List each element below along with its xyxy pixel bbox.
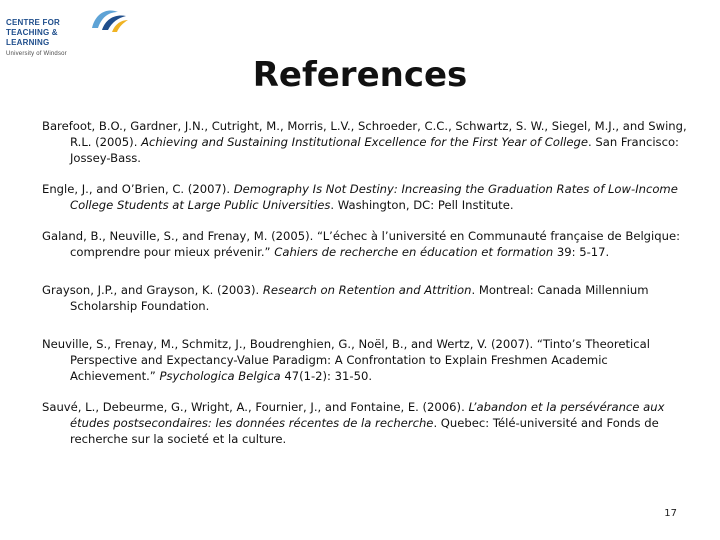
logo-text	[6, 18, 90, 58]
reference-item: Barefoot, B.O., Gardner, J.N., Cutright, M., Morris, L.V., Schroeder, C.C., Schwartz, S. W., Siegel, M.J., and Swing, R.L. (2005). Achieving and Sustaining Institutional Excellence for the First Year of College. San Francisco: Jossey-Bass.	[42, 119, 687, 165]
page-number: 17	[664, 508, 677, 519]
swoosh-logo-icon	[88, 6, 130, 36]
reference-item: Grayson, J.P., and Grayson, K. (2003). Research on Retention and Attrition. Montreal: Canada Millennium Scholarship Foundation.	[42, 283, 649, 313]
reference-item: Sauvé, L., Debeurme, G., Wright, A., Fournier, J., and Fontaine, E. (2006). L’abandon et la persévérance aux études postsecondaires: les données récentes de la recherche. Quebec: Télé-université and Fonds de recherche sur la societé et la culture.	[42, 400, 665, 446]
logo-line-1: CENTRE FOR	[6, 18, 60, 27]
centre-logo	[6, 6, 134, 56]
reference-item: Galand, B., Neuville, S., and Frenay, M. (2005). “L’échec à l’université en Communauté française de Belgique: comprendre pour mieux prévenir.” Cahiers de recherche en éducation et formation 39: 5-17.	[42, 229, 681, 259]
reference-item: Neuville, S., Frenay, M., Schmitz, J., Boudrenghien, G., Noël, B., and Wertz, V. (2007). “Tinto’s Theoretical Perspective and Expectancy-Value Paradigm: A Confrontation to Explain Freshmen Academic Achievement.” Psychologica Belgica 47(1-2): 31-50.	[42, 337, 650, 383]
reference-item: Engle, J., and O’Brien, C. (2007). Demography Is Not Destiny: Increasing the Graduation Rates of Low-Income College Students at Large Public Universities. Washington, DC: Pell Institute.	[42, 182, 678, 212]
page-title: References	[252, 55, 468, 95]
logo-line-2: TEACHING & LEARNING	[6, 28, 58, 47]
logo-line-3: University of Windsor	[6, 51, 67, 57]
reference-list	[42, 118, 692, 462]
